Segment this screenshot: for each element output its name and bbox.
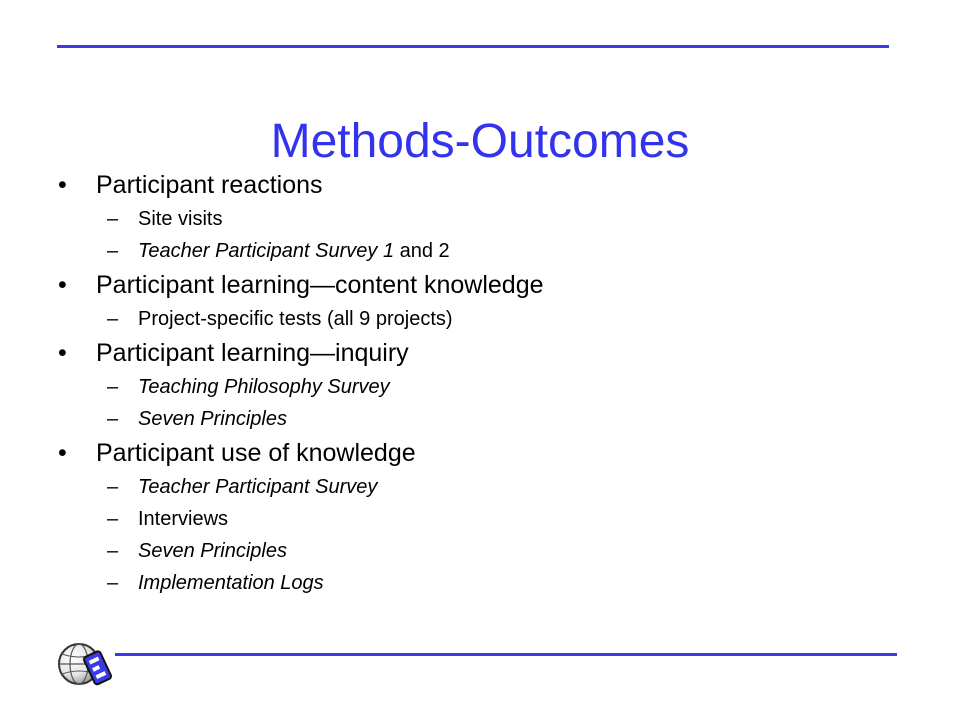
top-divider xyxy=(57,45,889,48)
bullet-glyph: • xyxy=(58,171,67,199)
dash-glyph: – xyxy=(107,508,119,530)
sub-bullet-italic-text: Teaching Philosophy Survey xyxy=(138,376,390,398)
sub-bullet-italic-text: Seven Principles xyxy=(138,408,287,430)
sub-bullet-item xyxy=(58,304,918,336)
dash-glyph: – xyxy=(107,240,119,262)
bullet-item xyxy=(58,268,918,304)
bullet-text: Participant learning—inquiry xyxy=(96,339,409,367)
bullet-item xyxy=(58,168,918,204)
sub-bullet-item xyxy=(58,404,918,436)
sub-bullet-item xyxy=(58,204,918,236)
sub-bullet-item xyxy=(58,372,918,404)
dash-glyph: – xyxy=(107,376,119,398)
dash-glyph: – xyxy=(107,476,119,498)
sub-bullet-item xyxy=(58,504,918,536)
dash-glyph: – xyxy=(107,572,119,594)
dash-glyph: – xyxy=(107,208,119,230)
bullet-glyph: • xyxy=(58,339,67,367)
dash-glyph: – xyxy=(107,308,119,330)
sub-bullet-text: and 2 xyxy=(394,240,450,262)
sub-bullet-text: Project-specific tests (all 9 projects) xyxy=(138,308,453,330)
globe-logo-icon xyxy=(55,640,117,698)
slide-title: Methods-Outcomes xyxy=(270,115,690,169)
bottom-divider xyxy=(115,653,897,656)
sub-bullet-item xyxy=(58,536,918,568)
sub-bullet-text: Interviews xyxy=(138,508,229,530)
bullet-item xyxy=(58,336,918,372)
sub-bullet-item xyxy=(58,568,918,600)
sub-bullet-italic-text: Teacher Participant Survey xyxy=(138,476,378,498)
dash-glyph: – xyxy=(107,408,119,430)
bullet-text: Participant reactions xyxy=(96,171,323,199)
sub-bullet-italic-text: Implementation Logs xyxy=(138,572,324,594)
sub-bullet-italic-text: Teacher Participant Survey 1 xyxy=(138,240,395,262)
bullet-list xyxy=(58,168,918,600)
bullet-glyph: • xyxy=(58,271,67,299)
sub-bullet-item xyxy=(58,236,918,268)
sub-bullet-italic-text: Seven Principles xyxy=(138,540,287,562)
dash-glyph: – xyxy=(107,540,119,562)
bullet-text: Participant use of knowledge xyxy=(96,439,416,467)
sub-bullet-text: Site visits xyxy=(138,208,223,230)
bullet-text: Participant learning—content knowledge xyxy=(96,271,544,299)
sub-bullet-item xyxy=(58,472,918,504)
bullet-glyph: • xyxy=(58,439,67,467)
bullet-item xyxy=(58,436,918,472)
